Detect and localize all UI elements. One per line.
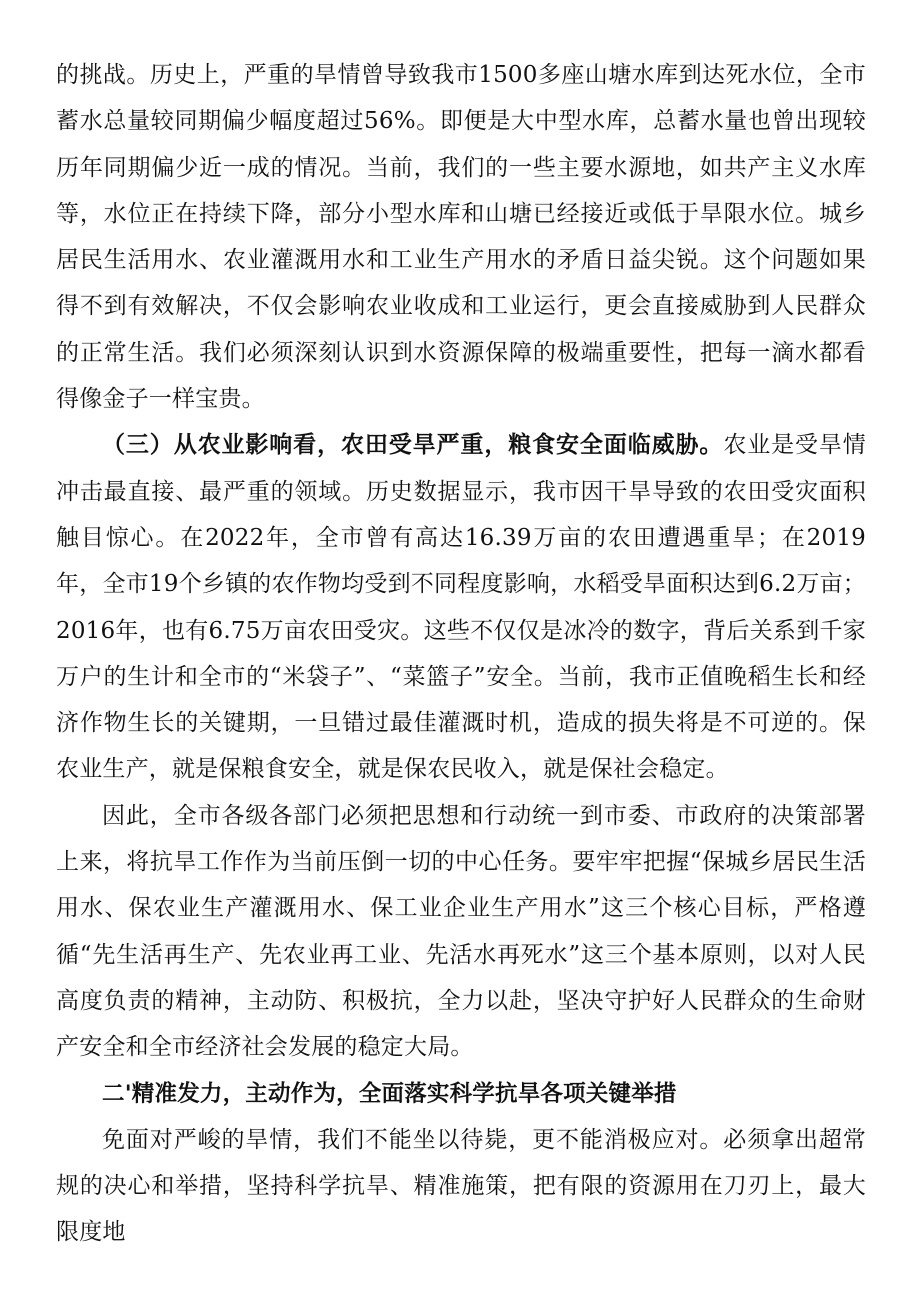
paragraph-conclusion (56, 793, 866, 1071)
paragraph-text: 农业是受旱情冲击最直接、最严重的领域。历史数据显示，我市因干旱导致的农田受灾面积触目惊心。在2022年，全市曾有高达16.39万亩的农田遭遇重旱；在2019年，全市19个乡镇的农作物均受到不同程度影响，水稻受旱面积达到6.2万亩；2016年，也有6.75万亩农田受灾。这些不仅仅是冰冷的数字，背后关系到千家万户的生计和全市的“米袋子”、“菜篮子”安全。当前，我市正值晚稻生长和经济作物生长的关键期，一旦错过最佳灌溉时机，造成的损失将是不可逆的。保农业生产，就是保粮食安全，就是保农民收入，就是保社会稳定。 (56, 432, 866, 783)
section-lead: （三）从农业影响看，农田受旱严重，粮食安全面临威胁。 (102, 431, 724, 459)
paragraph-text: 免面对严峻的旱情，我们不能坐以待毙，更不能消极应对。必须拿出超常规的决心和举措，坚持科学抗旱、精准施策，把有限的资源用在刀刃上，最大限度地 (56, 1126, 866, 1246)
paragraph-text: 的挑战。历史上，严重的旱情曾导致我市1500多座山塘水库到达死水位，全市蓄水总量较同期偏少幅度超过56%。即便是大中型水库，总蓄水量也曾出现较历年同期偏少近一成的情况。当前，我们的一些主要水源地，如共产主义水库等，水位正在持续下降，部分小型水库和山塘已经接近或低于旱限水位。城乡居民生活用水、农业灌溉用水和工业生产用水的矛盾日益尖锐。这个问题如果得不到有效解决，不仅会影响农业收成和工业运行，更会直接威胁到人民群众的正常生活。我们必须深刻认识到水资源保障的极端重要性，把每一滴水都看得像金子一样宝贵。 (56, 62, 866, 413)
paragraph-water-supply (56, 52, 866, 422)
document-page (56, 52, 866, 1256)
section-heading (56, 1071, 866, 1117)
paragraph-text: 因此，全市各级各部门必须把思想和行动统一到市委、市政府的决策部署上来，将抗旱工作作为当前压倒一切的中心任务。要牢牢把握“保城乡居民生活用水、保农业生产灌溉用水、保工业企业生产用水”这三个核心目标，严格遵循“先生活再生产、先农业再工业、先活水再死水”这三个基本原则，以对人民高度负责的精神，主动防、积极抗，全力以赴，坚决守护好人民群众的生命财产安全和全市经济社会发展的稳定大局。 (56, 802, 866, 1061)
paragraph-agriculture (56, 422, 866, 792)
heading-text: 二'精准发力，主动作为，全面落实科学抗旱各项关键举措 (102, 1080, 677, 1107)
paragraph-measures (56, 1117, 866, 1256)
